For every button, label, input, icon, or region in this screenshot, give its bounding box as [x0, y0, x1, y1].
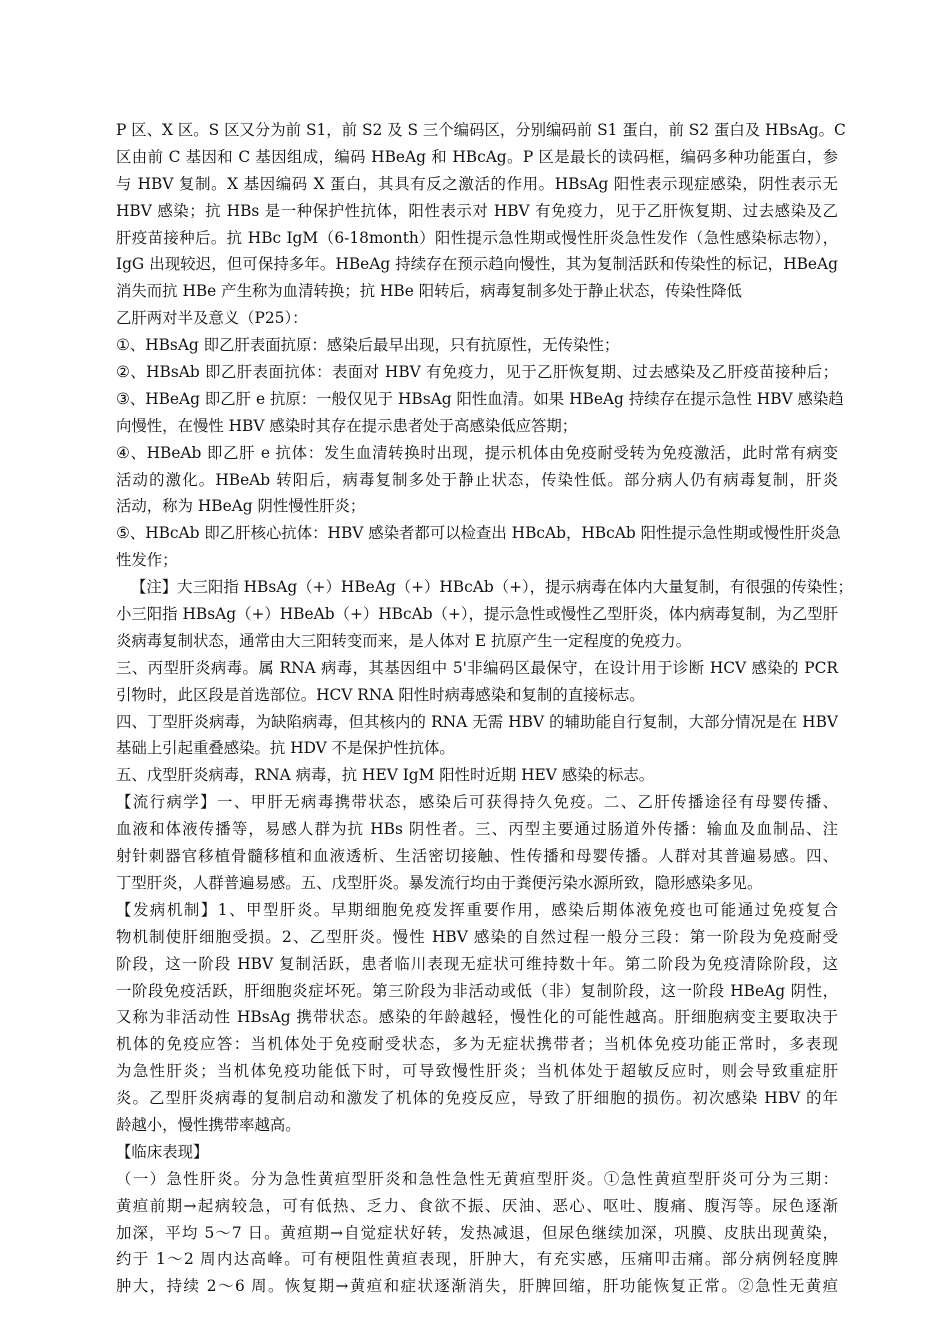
text-line: 与 HBV 复制。X 基因编码 X 蛋白，其具有反之激活的作用。HBsAg 阳性表示现症感染，阴性表示无: [116, 174, 838, 193]
text-line: 【流行病学】一、甲肝无病毒携带状态，感染后可获得持久免疫。二、乙肝传播途径有母婴传播、: [116, 793, 838, 812]
text-line: 物机制使肝细胞受损。2、乙型肝炎。慢性 HBV 感染的自然过程一般分三段：第一阶段为免疫耐受: [116, 927, 838, 946]
text-line: 活动，称为 HBeAg 阴性慢性肝炎；: [116, 497, 366, 516]
text-line: ①、HBsAg 即乙肝表面抗原：感染后最早出现，只有抗原性，无传染性；: [116, 336, 620, 355]
text-line: 血液和体液传播等，易感人群为抗 HBs 阴性者。三、丙型主要通过肠道外传播：输血及血制品、注: [116, 820, 838, 839]
text-line: 【注】大三阳指 HBsAg（+）HBeAg（+）HBcAb（+），提示病毒在体内大量复制，有很强的传染性；: [131, 578, 853, 597]
text-line: 为急性肝炎；当机体免疫功能低下时，可导致慢性肝炎；当机体处于超敏反应时，则会导致重症肝: [116, 1062, 838, 1081]
text-line: 向慢性，在慢性 HBV 感染时其存在提示患者处于高感染低应答期；: [116, 416, 578, 435]
text-line: 加深，平均 5～7 日。黄疸期→自觉症状好转，发热减退，但尿色继续加深，巩膜、皮肤出现黄染，: [116, 1223, 838, 1242]
text-line: 炎病毒复制状态，通常由大三阳转变而来，是人体对 E 抗原产生一定程度的免疫力。: [116, 631, 692, 650]
text-line: 龄越小，慢性携带率越高。: [116, 1115, 301, 1134]
text-line: 区由前 C 基因和 C 基因组成，编码 HBeAg 和 HBcAg。P 区是最长的读码框，编码多种功能蛋白，参: [116, 147, 838, 166]
text-line: ⑤、HBcAb 即乙肝核心抗体：HBV 感染者都可以检查出 HBcAb，HBcAb 阳性提示急性期或慢性肝炎急: [116, 524, 841, 543]
text-line: 射针刺器官移植骨髓移植和血液透析、生活密切接触、性传播和母婴传播。人群对其普遍易感。四、: [116, 847, 838, 866]
text-line: 引物时，此区段是首选部位。HCV RNA 阳性时病毒感染和复制的直接标志。: [116, 685, 645, 704]
text-line: 机体的免疫应答：当机体处于免疫耐受状态，多为无症状携带者；当机体免疫功能正常时，多表现: [116, 1035, 838, 1054]
text-line: 活动的激化。HBeAb 转阳后，病毒复制多处于静止状态，传染性低。部分病人仍有病毒复制，肝炎: [116, 470, 838, 489]
text-line: 肿大，持续 2～6 周。恢复期→黄疸和症状逐渐消失，肝脾回缩，肝功能恢复正常。②急性无黄疸: [116, 1277, 838, 1296]
text-line: ③、HBeAg 即乙肝 e 抗原：一般仅见于 HBsAg 阳性血清。如果 HBeAg 持续存在提示急性 HBV 感染趋: [116, 389, 844, 408]
text-line: 约于 1～2 周内达高峰。可有梗阻性黄疸表现，肝肿大，有充实感，压痛叩击痛。部分病例轻度脾: [116, 1250, 838, 1269]
text-line: 乙肝两对半及意义（P25）：: [116, 309, 308, 328]
text-line: IgG 出现较迟，但可保持多年。HBeAg 持续存在预示趋向慢性，其为复制活跃和传染性的标记，HBeAg: [116, 255, 838, 274]
text-line: （一）急性肝炎。分为急性黄疸型肝炎和急性急性无黄疸型肝炎。①急性黄疸型肝炎可分为三期：: [116, 1169, 838, 1188]
text-line: 消失而抗 HBe 产生称为血清转换；抗 HBe 阳转后，病毒复制多处于静止状态，传染性降低: [116, 282, 742, 301]
text-line: 五、戊型肝炎病毒，RNA 病毒，抗 HEV IgM 阳性时近期 HEV 感染的标志。: [116, 766, 655, 785]
text-line: 一阶段免疫活跃，肝细胞炎症坏死。第三阶段为非活动或低（非）复制阶段，这一阶段 HBeAg 阴性，: [116, 981, 838, 1000]
text-line: 丁型肝炎，人群普遍易感。五、戊型肝炎。暴发流行均由于粪便污染水源所致，隐形感染多见。: [116, 873, 763, 892]
text-line: ②、HBsAb 即乙肝表面抗体：表面对 HBV 有免疫力，见于乙肝恢复期、过去感染及乙肝疫苗接种后；: [116, 363, 838, 382]
text-line: 性发作；: [116, 551, 178, 570]
text-line: 【临床表现】: [116, 1142, 209, 1161]
document-page: [116, 117, 853, 1300]
text-line: 肝疫苗接种后。抗 HBc IgM（6-18month）阳性提示急性期或慢性肝炎急性发作（急性感染标志物），: [116, 228, 838, 247]
text-line: 炎。乙型肝炎病毒的复制启动和激发了机体的免疫反应，导致了肝细胞的损伤。初次感染 HBV 的年: [116, 1089, 838, 1108]
text-line: ④、HBeAb 即乙肝 e 抗体：发生血清转换时出现，提示机体由免疫耐受转为免疫激活，此时常有病变: [116, 443, 838, 462]
text-line: 三、丙型肝炎病毒。属 RNA 病毒，其基因组中 5'非编码区最保守，在设计用于诊断 HCV 感染的 PCR: [116, 658, 838, 677]
text-line: HBV 感染；抗 HBs 是一种保护性抗体，阳性表示对 HBV 有免疫力，见于乙肝恢复期、过去感染及乙: [116, 201, 838, 220]
text-line: 阶段，这一阶段 HBV 复制活跃，患者临川表现无症状可维持数十年。第二阶段为免疫清除阶段，这: [116, 954, 838, 973]
text-line: 【发病机制】1、甲型肝炎。早期细胞免疫发挥重要作用，感染后期体液免疫也可能通过免疫复合: [116, 900, 838, 919]
text-line: 四、丁型肝炎病毒，为缺陷病毒，但其核内的 RNA 无需 HBV 的辅助能自行复制，大部分情况是在 HBV: [116, 712, 838, 731]
text-line: 小三阳指 HBsAg（+）HBeAb（+）HBcAb（+），提示急性或慢性乙型肝炎，体内病毒复制，为乙型肝: [116, 605, 838, 624]
text-line: 又称为非活动性 HBsAg 携带状态。感染的年龄越轻，慢性化的可能性越高。肝细胞病变主要取决于: [116, 1008, 838, 1027]
text-line: 黄疸前期→起病较急，可有低热、乏力、食欲不振、厌油、恶心、呕吐、腹痛、腹泻等。尿色逐渐: [116, 1196, 838, 1215]
text-line: P 区、X 区。S 区又分为前 S1，前 S2 及 S 三个编码区，分别编码前 S1 蛋白，前 S2 蛋白及 HBsAg。C: [116, 121, 846, 139]
text-line: 基础上引起重叠感染。抗 HDV 不是保护性抗体。: [116, 739, 455, 758]
